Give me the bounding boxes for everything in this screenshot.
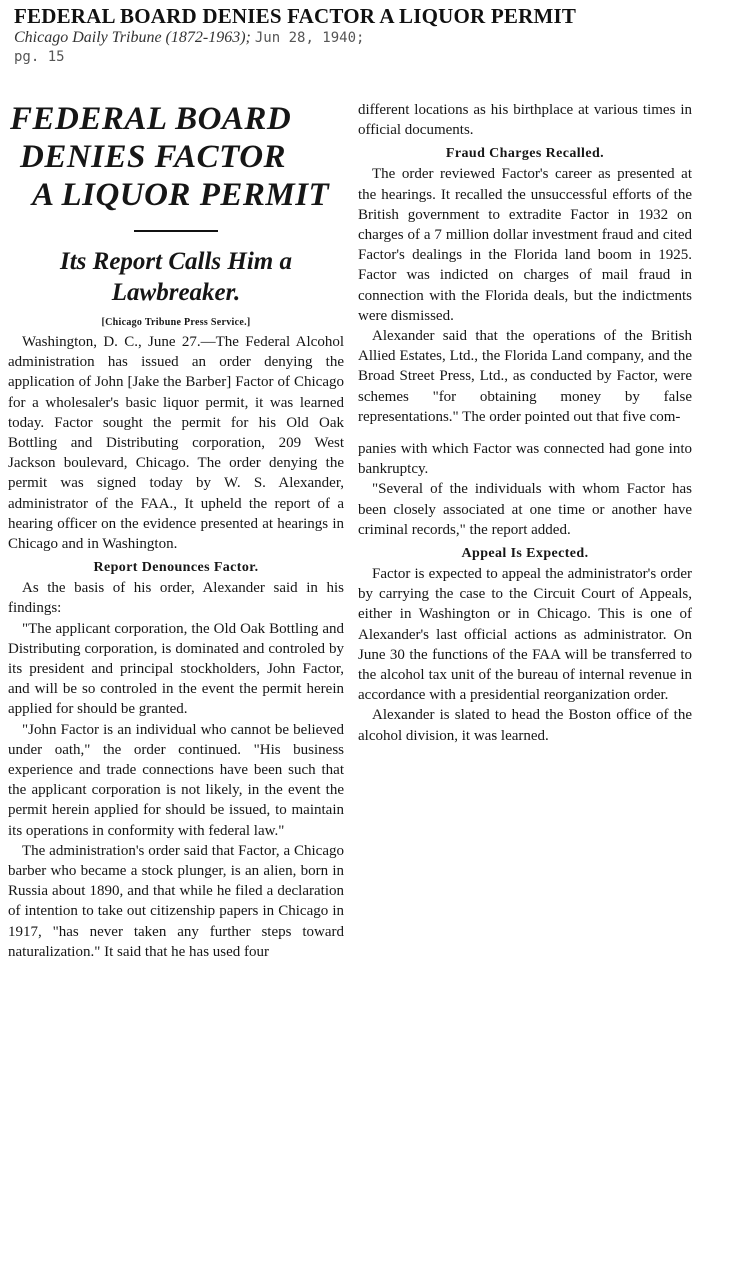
lead-paragraph: Washington, D. C., June 27.—The Federal Alcohol administration has issued an order denying the application of John [Jake the Barber] Factor of Chicago for a wholesaler's basic liquor permit, it was learned today. Factor sought the permit for his Old Oak Bottling and Distributing corporation, 209 West Jackson boulevard, Chicago. The order denying the permit was signed today by W. S. Alexander, administrator of the FAA., It upheld the report of a hearing officer on the evidence presented at hearings in Chicago and in Washington. <box>8 334 344 553</box>
paragraph-continued: different locations as his birthplace at various times in official documents. <box>358 102 692 139</box>
citation-title: FEDERAL BOARD DENIES FACTOR A LIQUOR PERMIT <box>14 4 577 28</box>
paragraph: "John Factor is an individual who cannot be believed under oath," the order continued. "His business experience and trade connections have been such that the applicant corporation is not likely, in the event the permit herein applied for should be issued, to maintain its operations in conformity with federal law." <box>8 721 344 839</box>
subheadline: Its Report Calls Him a Lawbreaker. <box>60 248 292 306</box>
paragraph: As the basis of his order, Alexander said in his findings: <box>8 580 344 617</box>
paragraph: The administration's order said that Factor, a Chicago barber who became a stock plunger, is an alien, born in Russia about 1890, and that while he filed a declaration of intention to take out citizenship papers in Chicago in 1917, "has never taken any further steps toward naturalization." It said that he has used four <box>8 842 344 960</box>
paragraph: "The applicant corporation, the Old Oak Bottling and Distributing corporation, is dominated and controled by its president and principal stockholders, John Factor, and will be so controled in the event the permit herein applied for should be granted. <box>8 620 344 718</box>
paragraph: The order reviewed Factor's career as presented at the hearings. It recalled the unsuccessful efforts of the British government to extradite Factor in 1932 on charges of a 7 million dollar investment fraud and cited Factor's dealings in the Florida land boom in 1925. Factor was indicted on charges of mail fraud in connection with the Florida deals, but the indictments were dismissed. <box>358 166 692 324</box>
headline-line-3: A LIQUOR PERMIT <box>32 177 330 213</box>
paragraph-continued: panies with which Factor was connected had gone into bankruptcy. <box>358 441 692 478</box>
headline-line-2: DENIES FACTOR <box>20 139 287 175</box>
paragraph: Alexander said that the operations of the British Allied Estates, Ltd., the Florida Land company, and the Broad Street Press, Ltd., as conducted by Factor, were schemes "for obtaining money by false representations." The order pointed out that five com- <box>358 328 692 425</box>
paragraph: "Several of the individuals with whom Factor has been closely associated at one time or another have criminal records," the report added. <box>358 481 692 538</box>
column-break-gap <box>358 427 692 439</box>
article-column-2 <box>358 100 692 746</box>
headline-divider <box>134 230 218 232</box>
section-heading-fraud: Fraud Charges Recalled. <box>445 146 605 162</box>
paragraph: Factor is expected to appeal the administrator's order by carrying the case to the Circuit Court of Appeals, either in Washington or in Chicago. This is one of Alexander's last official actions as administrator. On June 30 the functions of the FAA will be transferred to the alcohol tax unit of the bureau of internal revenue in accordance with a presidential reorganization order. <box>358 566 692 704</box>
citation-source: Chicago Daily Tribune (1872-1963); <box>14 29 251 46</box>
section-heading-report: Report Denounces Factor. <box>93 560 259 576</box>
paragraph: Alexander is slated to head the Boston office of the alcohol division, it was learned. <box>358 707 692 744</box>
citation-date: Jun 28, 1940; <box>254 30 365 46</box>
citation-source-line <box>14 28 734 48</box>
citation-header <box>14 4 734 66</box>
article-column-1 <box>8 100 344 962</box>
section-heading-appeal: Appeal Is Expected. <box>461 546 589 562</box>
headline-line-1: FEDERAL BOARD <box>10 101 292 137</box>
press-credit: [Chicago Tribune Press Service.] <box>101 317 251 328</box>
citation-page: pg. 15 <box>14 49 65 65</box>
